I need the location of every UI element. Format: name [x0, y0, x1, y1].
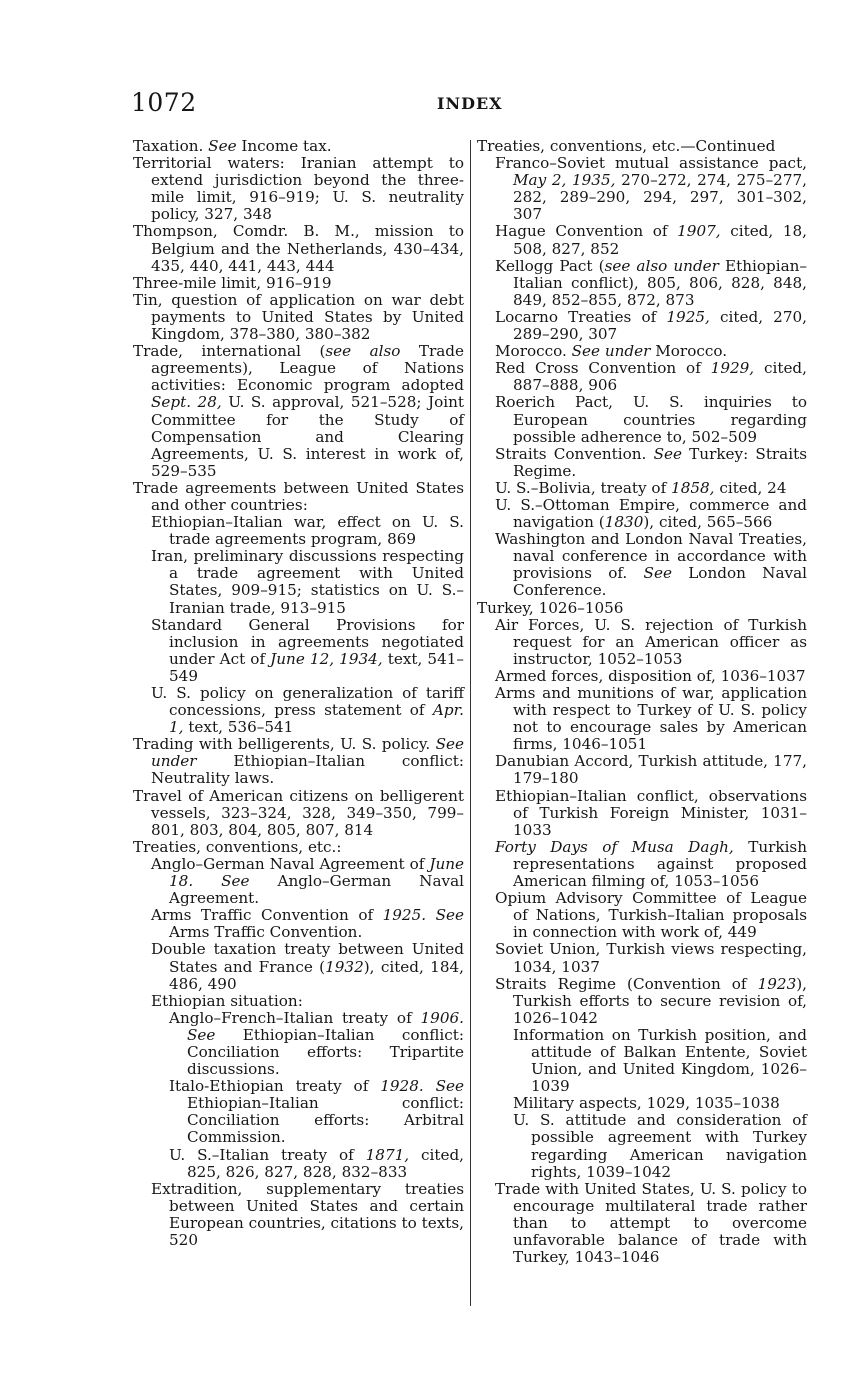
index-entry — [477, 788, 807, 839]
index-entry-text: Ethiopian–Italian conflict, observations of Turkish Foreign Minister, 1031–1033 — [495, 786, 807, 839]
index-entry-text: 1932 — [325, 957, 364, 976]
index-entry — [133, 1010, 464, 1078]
index-entry — [133, 941, 464, 992]
index-entry — [477, 668, 807, 685]
index-entry — [133, 856, 464, 907]
index-entry-text: London Naval Conference. — [513, 564, 807, 600]
index-entry-text: Hague Convention of — [495, 222, 678, 241]
page-number: 1072 — [131, 88, 197, 117]
index-entry-text: Anglo–German Naval Agreement. — [169, 872, 464, 908]
index-entry-text: Treaties, conventions, etc.: — [133, 837, 342, 856]
index-entry — [133, 617, 464, 685]
index-column-left — [133, 138, 464, 1249]
index-entry — [133, 223, 464, 274]
index-entry — [133, 907, 464, 941]
index-entry — [477, 446, 807, 480]
index-entry-text: U. S. approval, 521–528; Joint Committee for the Study of Compensation and Clearing Agreements, U. S. interest in work of, 529–535 — [151, 393, 464, 480]
index-entry-text: Tin, question of application on war debt payments to United States by United Kingdom, 378–380, 380–382 — [133, 290, 464, 344]
index-entry — [477, 1027, 807, 1095]
index-entry — [477, 223, 807, 257]
index-entry — [133, 685, 464, 736]
index-entry-text: cited, 825, 826, 827, 828, 832–833 — [187, 1145, 464, 1181]
index-entry-text: ), cited, 184, 486, 490 — [169, 957, 465, 993]
index-entry-text: Air Forces, U. S. rejection of Turkish request for an American officer as instructor, 1052–1053 — [495, 615, 807, 668]
index-entry-text: Italo-Ethiopian treaty of — [169, 1077, 381, 1096]
index-entry — [477, 976, 807, 1027]
index-entry-text: see also — [325, 342, 401, 361]
index-entry-text: June 12, 1934, — [270, 649, 383, 668]
index-entry-text: Ethiopian–Italian conflict: Conciliation efforts: Tripartite discussions. — [187, 1025, 464, 1079]
index-entry-text: 1830 — [604, 513, 644, 532]
index-entry-text: ), cited, 565–566 — [643, 513, 773, 532]
index-entry-text: Treaties, conventions, etc.—Continued — [477, 137, 776, 155]
index-entry-text: 1906. — [420, 1008, 464, 1027]
index-entry-text: Red Cross Convention of — [495, 359, 711, 378]
index-entry-text: Straits Convention. — [495, 444, 654, 463]
index-entry-text: Trading with belligerents, U. S. policy. — [133, 735, 436, 754]
index-entry-text: Apr. 1, — [169, 701, 464, 737]
index-entry — [477, 258, 807, 309]
index-entry-text: see also under — [604, 256, 719, 275]
index-entry-text: Thompson, Comdr. B. M., mission to Belgium and the Netherlands, 430–434, 435, 440, 441, 443, 444 — [133, 222, 464, 275]
index-entry-text: U. S.–Italian treaty of — [169, 1145, 366, 1164]
index-entry-text: Iran, preliminary discussions respecting a trade agreement with United States, 909–915; statistics on U. S.–Iranian trade, 913–915 — [151, 547, 464, 617]
index-entry-text: Soviet Union, Turkish views respecting, 1034, 1037 — [495, 940, 807, 976]
index-entry-text: Ethiopian–Italian conflict: Conciliation efforts: Arbitral Commission. — [187, 1094, 464, 1147]
index-entry-text: cited, 270, 289–290, 307 — [513, 307, 807, 344]
index-entry-text: 1858, — [671, 478, 715, 497]
index-entry — [133, 1147, 464, 1181]
index-entry — [477, 309, 807, 343]
index-entry-text: 1907, — [677, 222, 721, 241]
index-entry-text: cited, 24 — [714, 478, 787, 497]
index-entry-text: See — [643, 564, 672, 583]
index-entry-text: See — [187, 1025, 216, 1044]
index-entry — [133, 1181, 464, 1249]
index-entry — [477, 480, 807, 497]
index-entry-text: Anglo–German Naval Agreement of — [151, 854, 430, 873]
index-entry-text: U. S.–Ottoman Empire, commerce and navigation ( — [495, 495, 807, 532]
index-entry-text: Military aspects, 1029, 1035–1038 — [513, 1094, 780, 1113]
index-entry-text: Territorial waters: Iranian attempt to extend jurisdiction beyond the three-mile limit, 916–919; U. S. neutrality policy, 327, 348 — [133, 154, 464, 224]
index-entry-text: Trade with United States, U. S. policy to encourage multilateral trade rather than to attempt to overcome unfavorable balance of trade with Turkey, 1043–1046 — [495, 1179, 807, 1267]
index-entry-text: Danubian Accord, Turkish attitude, 177, 179–180 — [495, 752, 807, 788]
index-entry — [133, 275, 464, 292]
index-entry — [477, 1112, 807, 1180]
index-entry-text: Morocco. — [495, 342, 572, 361]
index-entry — [477, 138, 807, 155]
index-entry-text: Income tax. — [236, 137, 332, 155]
index-entry-text: cited, 887–888, 906 — [513, 359, 807, 395]
index-entry — [133, 839, 464, 856]
index-entry — [133, 993, 464, 1010]
index-entry — [133, 1078, 464, 1146]
index-entry-text: cited, 18, 508, 827, 852 — [513, 222, 807, 258]
index-entry-text: ), Turkish efforts to secure revision of, 1026–1042 — [513, 974, 807, 1027]
index-entry-text: Washington and London Naval Treaties, naval conference in accordance with provisions of. — [495, 530, 807, 583]
index-entry-text: Kellogg Pact ( — [495, 256, 605, 275]
index-entry-text: 1871, — [365, 1145, 410, 1164]
index-entry-text: Arms Traffic Convention of — [151, 906, 383, 925]
index-entry — [477, 600, 807, 617]
index-entry-text: June 18. — [169, 854, 464, 891]
index-entry-text: Information on Turkish position, and attitude of Balkan Entente, Soviet Union, and United Kingdom, 1026–1039 — [513, 1025, 807, 1096]
index-entry — [477, 753, 807, 787]
index-entry-text: U. S.–Bolivia, treaty of — [495, 478, 672, 497]
index-entry-text: Travel of American citizens on belligerent vessels, 323–324, 328, 349–350, 799–801, 803, 804, 805, 807, 814 — [133, 786, 464, 839]
index-entry-text: Forty Days of Musa Dagh, — [495, 837, 734, 856]
index-entry-text: Trade agreements), League of Nations activities: Economic program adopted — [151, 342, 464, 395]
index-entry-text: Ethiopian–Italian conflict: Neutrality laws. — [151, 752, 464, 788]
index-entry-text — [426, 906, 436, 924]
index-entry-text: See under — [151, 735, 464, 771]
index-entry — [477, 360, 807, 394]
index-entry-text: Double taxation treaty between United States and France ( — [151, 940, 464, 976]
index-entry-text: Ethiopian–Italian war, effect on U. S. trade agreements program, 869 — [151, 513, 464, 549]
index-entry-text: Ethiopian–Italian conflict), 805, 806, 828, 848, 849, 852–855, 872, 873 — [513, 256, 808, 309]
index-entry-text: Ethiopian situation: — [151, 991, 303, 1010]
index-entry-text: See under — [571, 342, 651, 361]
index-entry-text: Extradition, supplementary treaties between United States and certain European countries, citations to texts, 520 — [151, 1179, 464, 1249]
index-entry-text: U. S. attitude and consideration of possible agreement with Turkey regarding American navigation rights, 1039–1042 — [513, 1111, 807, 1181]
index-column-right — [477, 138, 807, 1266]
index-entry-text: See — [435, 906, 464, 925]
index-entry-text: Locarno Treaties of — [495, 307, 667, 326]
index-entry — [133, 736, 464, 787]
index-entry — [477, 343, 807, 360]
index-entry-text: Taxation. — [133, 137, 209, 155]
index-entry-text: Turkey: Straits Regime. — [513, 444, 807, 480]
index-entry-text: Straits Regime (Convention of — [495, 974, 758, 993]
index-entry-text: Armed forces, disposition of, 1036–1037 — [495, 666, 806, 685]
index-entry-text: 1929, — [710, 359, 755, 378]
index-entry-text: May 2, 1935, — [513, 171, 616, 190]
index-entry — [477, 839, 807, 890]
index-entry — [133, 788, 464, 839]
index-entry-text: Three-mile limit, 916–919 — [133, 273, 332, 292]
index-entry-text — [193, 872, 221, 890]
index-entry — [133, 343, 464, 480]
index-entry — [477, 890, 807, 941]
index-entry-text: See — [221, 872, 250, 891]
index-entry-text: Franco–Soviet mutual assistance pact, — [495, 154, 807, 173]
index-entry-text: Arms Traffic Convention. — [169, 923, 363, 942]
index-entry-text: Opium Advisory Committee of League of Nations, Turkish–Italian proposals in connection with work of, 449 — [495, 889, 807, 942]
index-entry — [133, 514, 464, 548]
index-entry-text: See — [208, 137, 237, 155]
index-entry-text: See — [435, 1077, 465, 1096]
index-entry-text: See — [653, 444, 682, 463]
index-entry-text: text, 536–541 — [183, 718, 294, 737]
index-entry-text: Anglo–French–Italian treaty of — [169, 1008, 421, 1027]
index-entry-text: Trade, international ( — [133, 342, 326, 361]
index-entry — [477, 531, 807, 599]
index-entry-text: 1923 — [757, 974, 797, 993]
index-entry — [477, 617, 807, 668]
index-entry-text: 270–272, 274, 275–277, 282, 289–290, 294, 297, 301–302, 307 — [513, 171, 807, 224]
index-entry-text: Turkey, 1026–1056 — [477, 598, 624, 617]
index-entry-text: Roerich Pact, U. S. inquiries to European countries regarding possible adherence to, 502–509 — [495, 393, 807, 446]
index-entry-text: Arms and munitions of war, application with respect to Turkey of U. S. policy not to encourage sales by American firms, 1046–1051 — [495, 684, 807, 754]
index-entry-text: Trade agreements between United States and other countries: — [133, 478, 464, 514]
index-entry — [477, 155, 807, 223]
index-entry — [477, 941, 807, 975]
index-entry-text: Sept. 28, — [151, 393, 222, 412]
index-entry-text: Turkish representations against proposed American filming of, 1053–1056 — [513, 837, 807, 891]
index-entry-text: Morocco. — [650, 342, 728, 361]
index-entry — [133, 292, 464, 343]
index-entry — [133, 480, 464, 514]
index-entry — [133, 138, 464, 155]
index-entry — [133, 155, 464, 223]
index-entry — [477, 394, 807, 445]
index-entry — [477, 1095, 807, 1112]
index-entry — [133, 548, 464, 616]
index-entry — [477, 685, 807, 753]
index-entry-text: 1925. — [382, 906, 427, 925]
index-entry-text: 1925, — [666, 307, 710, 326]
index-entry — [477, 497, 807, 531]
index-entry — [477, 1181, 807, 1266]
index-entry-text — [424, 1077, 436, 1095]
index-entry-text: U. S. policy on generalization of tariff concessions, press statement of — [151, 684, 464, 720]
column-divider — [470, 140, 471, 1306]
index-entry-text: text, 541–549 — [169, 649, 465, 685]
index-entry-text: 1928. — [380, 1077, 424, 1096]
index-entry-text: Standard General Provisions for inclusion in agreements negotiated under Act of — [151, 615, 464, 668]
running-head: INDEX — [437, 94, 503, 113]
